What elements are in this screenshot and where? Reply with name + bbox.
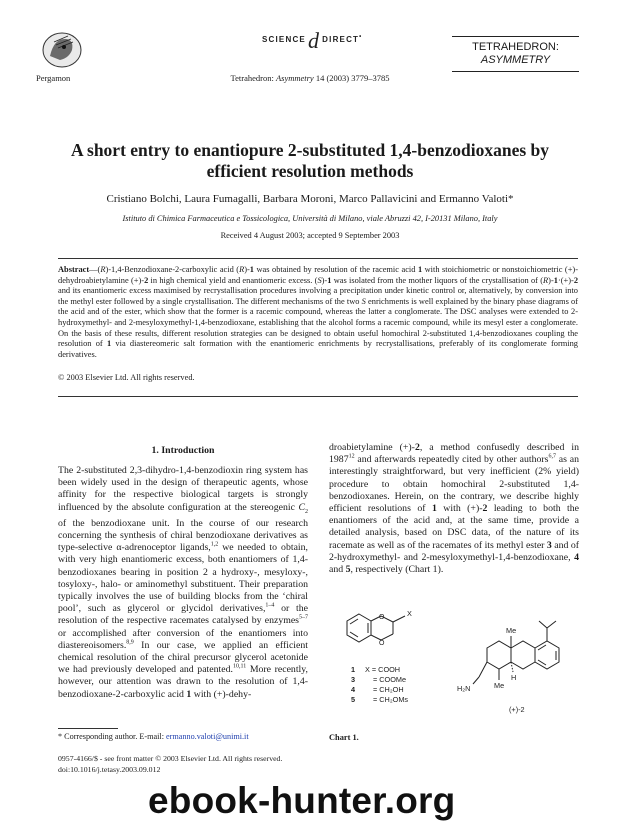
intro-column-left: The 2-substituted 2,3-dihydro-1,4-benzodioxin ring system has been widely used in the design of therapeutic agents, whose affinity for the respective biological targets is strongly influenced by the absolute configuration at the stereogenic $C_2$ of the benzodioxane unit. In the course of our research concerning the synthesis of chiral benzodioxane derivatives as type-selective α-adrenoceptor ligands,$^{1,2}$ we needed to obtain, with very high enantiomeric excess, both enantiomers of 1,4-benzodioxanes bearing in position 2 a hydroxy-, mesyloxy-, tosyloxy-, halo- or aminomethyl substituent. Their preparation typically involves the use of building blocks from the ‘chiral pool’, such as glycerol or glycidol derivatives,$^{1-4}$ or the resolution of the respective racemates catalysed by enzymes$^{5-7}$ or accomplished after conversion of the enantiomers into diastereoisomers.$^{8,9}$ In our case, we applied an efficient chemical resolution of the chiral precursor glycerol acetonide we had previously developed and patented.$^{10,11}$ More recently, however, our attention was drawn to the resolution of 1,4-benzodioxane-2-carboxylic acid 1 with (+)-dehy- <box>58 465 308 700</box>
compound-2-label: (+)-2 <box>509 705 525 714</box>
issn-line: 0957-4166/$ - see front matter © 2003 Elsevier Ltd. All rights reserved. <box>58 754 283 763</box>
me-label-bottom: Me <box>494 681 505 690</box>
sciencedirect-logo[interactable]: SCIENCEd DIRECT• <box>262 28 363 53</box>
author-list: Cristiano Bolchi, Laura Fumagalli, Barbara Moroni, Marco Pallavicini and Ermanno Valoti* <box>106 193 514 205</box>
abstract: Abstract—(R)-1,4-Benzodioxane-2-carboxylic acid (R)-1 was obtained by resolution of the racemic acid 1 with stoichiometric or nonstoichiometric (+)-dehydroabietylamine (+)-2 in high chemical yield and enantiomeric excess. (S)-1 was isolated from the mother liquors of the crystallisation of (R)-1·(+)-2 and its enantiomeric excess maximised by recrystallisation procedures involving a precipitation under kinetic control or, alternatively, by conversion into the methyl ester followed by a single crystallisation. The different mechanisms of the two S enrichments is well explained by the binary phase diagrams of the acid and of the ester, which show that the former is a racemic compound, whereas the latter a conglomerate. The DSC analyses were extended to 2-hydroxymethyl- and 2-mesyloxymethyl-1,4-benzodioxane, establishing that the alcohol forms a racemic compound, while its mesyl ester a conglomerate. On the basis of these results, different resolution strategies can be designed to obtain useful homochiral 2-substituted 1,4-benzodioxanes coupling the resolution of 1 via diastereomeric salt formation with the enantiomeric enrichments by recrystallisations, preferably of its conglomerate forming derivatives. <box>58 265 579 359</box>
article-title: A short entry to enantiopure 2-substituted 1,4-benzodioxanes by efficient resolution methods <box>70 140 550 181</box>
journal-name-line2: ASYMMETRY <box>480 54 551 66</box>
publisher-logo <box>38 30 86 70</box>
substituent-x-label: X <box>407 609 412 618</box>
compound-substituent: X = COOH <box>365 665 401 674</box>
affiliation: Istituto di Chimica Farmaceutica e Tossicologica, Università di Milano, viale Abruzzi 42, I-20131 Milano, Italy <box>122 214 498 223</box>
abstract-top-rule <box>58 258 578 259</box>
issn-doi-block <box>58 754 282 775</box>
journal-name-line1: TETRAHEDRON: <box>472 41 559 53</box>
svg-text:O: O <box>379 614 385 621</box>
amine-label: H₂N <box>457 684 471 693</box>
svg-text:O: O <box>379 640 385 647</box>
chart-1-structures <box>329 600 579 722</box>
abstract-bottom-rule <box>58 396 578 397</box>
compound-number: 3 <box>351 675 356 684</box>
compound-number: 1 <box>351 665 356 674</box>
compound-list <box>351 665 408 704</box>
compound-substituent: = CH₂OH <box>373 685 404 694</box>
h-label: H <box>511 673 517 682</box>
author-email-link[interactable]: ermanno.valoti@unimi.it <box>166 732 249 741</box>
copyright-line: © 2003 Elsevier Ltd. All rights reserved. <box>58 373 195 382</box>
intro-column-right: droabietylamine (+)-2, a method confusedly described in 1987$^{12}$ and afterwards repeatedly cited by other authors$^{6,7}$ as an interestingly straightforward, but very inefficient (2% yield) procedure to obtain homochiral 2-substituted 1,4-benzodioxanes. Herein, on the contrary, we describe highly efficient resolutions of 1 with (+)-2 leading to both the enantiomers of the acid and, at the same time, provide a detailed analysis, based on DSC data, of the nature of its racemate as well as of the racemates of its methyl ester 3 and of 2-hydroxymethyl- and 2-mesyloxymethyl-1,4-benzodioxane, 4 and 5, respectively (Chart 1). <box>329 442 580 576</box>
received-dates: Received 4 August 2003; accepted 9 September 2003 <box>220 231 400 240</box>
compound-number: 4 <box>351 685 356 694</box>
corresponding-author-footnote: * Corresponding author. E-mail: ermanno.valoti@unimi.it <box>58 732 249 741</box>
journal-logo-box <box>452 36 579 72</box>
publisher-name: Pergamon <box>36 73 71 83</box>
compound-substituent: = COOMe <box>373 675 407 684</box>
journal-citation: Tetrahedron: Asymmetry 14 (2003) 3779–3785 <box>230 73 390 83</box>
compound-substituent: = CH₂OMs <box>373 695 409 704</box>
watermark: ebook-hunter.org <box>148 780 456 821</box>
doi-line[interactable]: doi:10.1016/j.tetasy.2003.09.012 <box>58 764 161 774</box>
benzodioxane-structure <box>347 614 405 647</box>
section-heading: 1. Introduction <box>151 445 215 456</box>
me-label-top: Me <box>506 626 517 635</box>
compound-number: 5 <box>351 695 356 704</box>
footnote-rule <box>58 728 118 729</box>
chart-caption: Chart 1. <box>329 733 359 742</box>
